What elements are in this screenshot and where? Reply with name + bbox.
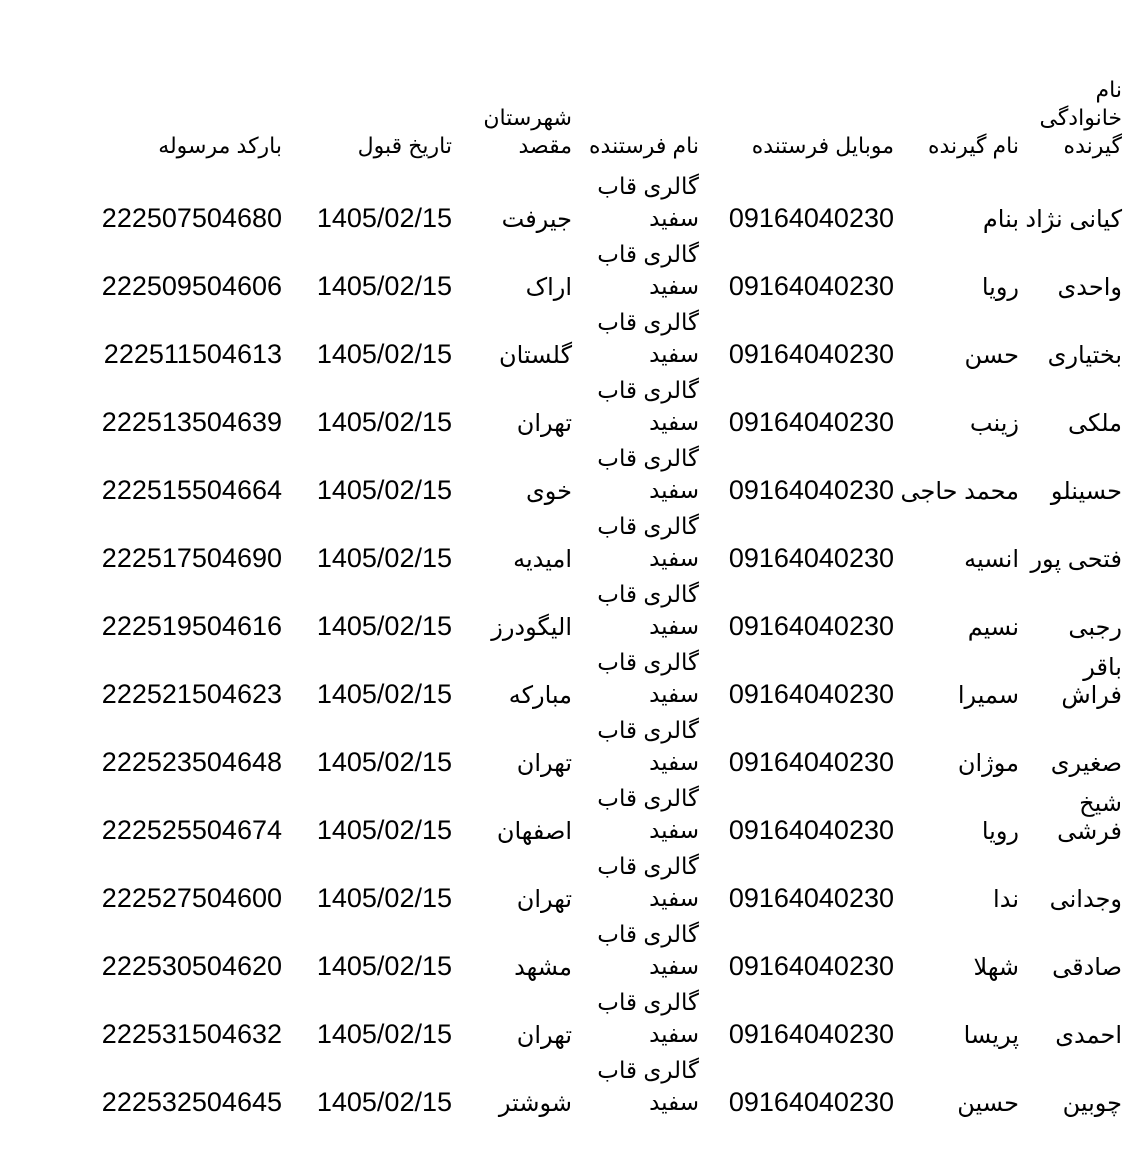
cell-barcode: 222509504606 — [101, 271, 282, 301]
cell-acceptance-date: 1405/02/15 — [316, 951, 452, 981]
cell-sender-mobile: 09164040230 — [728, 951, 894, 981]
cell-sender-mobile: 09164040230 — [728, 883, 894, 913]
header-sender-mobile: موبایل فرستنده — [751, 133, 894, 158]
cell-destination-city: خوی — [525, 478, 572, 505]
cell-sender-mobile: 09164040230 — [728, 679, 894, 709]
table-row — [50, 234, 1122, 302]
cell-recipient-name: محمد حاجی — [900, 478, 1019, 505]
table-row — [50, 574, 1122, 642]
cell-sender-mobile: 09164040230 — [728, 1087, 894, 1117]
table-row — [50, 166, 1122, 234]
cell-sender-name: گالری قاب سفید — [597, 1057, 699, 1115]
cell-sender-name: گالری قاب سفید — [597, 377, 699, 435]
cell-destination-city: تهران — [516, 886, 572, 913]
cell-recipient-name: موژان — [957, 750, 1019, 777]
cell-destination-city: شوشتر — [498, 1090, 572, 1117]
cell-recipient-family: ملکی — [1067, 410, 1122, 437]
cell-sender-mobile: 09164040230 — [728, 339, 894, 369]
cell-acceptance-date: 1405/02/15 — [316, 815, 452, 845]
cell-recipient-name: نسیم — [967, 614, 1019, 641]
cell-acceptance-date: 1405/02/15 — [316, 747, 452, 777]
table-row — [50, 642, 1122, 710]
cell-acceptance-date: 1405/02/15 — [316, 543, 452, 573]
cell-sender-mobile: 09164040230 — [728, 1019, 894, 1049]
cell-sender-name: گالری قاب سفید — [597, 581, 699, 639]
cell-barcode: 222530504620 — [101, 951, 282, 981]
cell-acceptance-date: 1405/02/15 — [316, 611, 452, 641]
cell-recipient-family: صادقی — [1052, 954, 1122, 981]
header-recipient-name: نام گیرنده — [927, 133, 1019, 158]
cell-recipient-family: واحدی — [1057, 274, 1122, 301]
cell-recipient-name: شهلا — [973, 954, 1019, 981]
cell-acceptance-date: 1405/02/15 — [316, 339, 452, 369]
cell-barcode: 222525504674 — [101, 815, 282, 845]
table-row — [50, 370, 1122, 438]
cell-destination-city: امیدیه — [513, 546, 572, 573]
cell-barcode: 222519504616 — [101, 611, 282, 641]
table-body — [50, 166, 1122, 1118]
cell-sender-name: گالری قاب سفید — [597, 921, 699, 979]
cell-destination-city: مشهد — [514, 954, 572, 981]
cell-sender-mobile: 09164040230 — [728, 543, 894, 573]
cell-barcode: 222532504645 — [101, 1087, 282, 1117]
header-recipient-family: نام خانوادگی گیرنده — [1039, 77, 1122, 158]
table-row — [50, 506, 1122, 574]
cell-sender-name: گالری قاب سفید — [597, 989, 699, 1047]
cell-barcode: 222521504623 — [101, 679, 282, 709]
cell-recipient-family: حسینلو — [1050, 478, 1122, 505]
cell-barcode: 222515504664 — [101, 475, 282, 505]
cell-recipient-name: زینب — [969, 410, 1019, 437]
table-header — [50, 66, 1122, 166]
cell-barcode: 222513504639 — [101, 407, 282, 437]
cell-acceptance-date: 1405/02/15 — [316, 1087, 452, 1117]
cell-recipient-name: رویا — [981, 818, 1019, 845]
cell-destination-city: تهران — [516, 410, 572, 437]
cell-sender-name: گالری قاب سفید — [597, 445, 699, 503]
header-barcode: بارکد مرسوله — [158, 133, 282, 158]
table-row — [50, 302, 1122, 370]
cell-sender-name: گالری قاب سفید — [597, 785, 699, 843]
cell-acceptance-date: 1405/02/15 — [316, 203, 452, 233]
table-row — [50, 1050, 1122, 1118]
header-destination-city: شهرستان مقصد — [483, 105, 572, 158]
cell-recipient-family: احمدی — [1055, 1022, 1122, 1049]
cell-recipient-family: بختیاری — [1047, 342, 1122, 369]
cell-destination-city: اصفهان — [496, 818, 572, 845]
cell-sender-mobile: 09164040230 — [728, 611, 894, 641]
cell-recipient-family: شیخ فرشی — [1057, 790, 1122, 845]
header-row — [50, 66, 1122, 166]
cell-recipient-name: حسن — [964, 342, 1019, 369]
cell-recipient-family: باقر فراش — [1061, 654, 1122, 709]
cell-recipient-family: صغیری — [1050, 750, 1122, 777]
cell-recipient-name: حسین — [957, 1090, 1019, 1117]
cell-sender-name: گالری قاب سفید — [597, 649, 699, 707]
cell-destination-city: جیرفت — [501, 206, 572, 233]
cell-barcode: 222531504632 — [101, 1019, 282, 1049]
cell-recipient-name: انسیه — [964, 546, 1019, 573]
cell-acceptance-date: 1405/02/15 — [316, 1019, 452, 1049]
table-row — [50, 982, 1122, 1050]
cell-recipient-name: پریسا — [963, 1022, 1019, 1049]
cell-acceptance-date: 1405/02/15 — [316, 271, 452, 301]
header-acceptance-date: تاریخ قبول — [357, 133, 452, 158]
cell-sender-name: گالری قاب سفید — [597, 853, 699, 911]
cell-acceptance-date: 1405/02/15 — [316, 475, 452, 505]
cell-destination-city: گلستان — [499, 342, 572, 369]
cell-acceptance-date: 1405/02/15 — [316, 679, 452, 709]
cell-barcode: 222527504600 — [101, 883, 282, 913]
table-row — [50, 846, 1122, 914]
cell-acceptance-date: 1405/02/15 — [316, 883, 452, 913]
table-row — [50, 710, 1122, 778]
cell-sender-name: گالری قاب سفید — [597, 241, 699, 299]
cell-sender-name: گالری قاب سفید — [597, 717, 699, 775]
header-sender-name: نام فرستنده — [589, 133, 699, 158]
cell-sender-name: گالری قاب سفید — [597, 513, 699, 571]
table-row — [50, 778, 1122, 846]
cell-recipient-family: چوبین — [1062, 1090, 1122, 1117]
cell-sender-mobile: 09164040230 — [728, 815, 894, 845]
cell-sender-mobile: 09164040230 — [728, 203, 894, 233]
cell-recipient-family: فتحی پور — [1030, 546, 1122, 573]
cell-recipient-name: سمیرا — [957, 682, 1019, 709]
cell-barcode: 222523504648 — [101, 747, 282, 777]
cell-sender-mobile: 09164040230 — [728, 475, 894, 505]
cell-destination-city: تهران — [516, 1022, 572, 1049]
cell-barcode: 222511504613 — [103, 339, 282, 369]
cell-destination-city: مبارکه — [508, 682, 572, 709]
shipments-table — [50, 66, 1122, 1118]
cell-destination-city: اراک — [525, 274, 572, 301]
cell-recipient-family: کیانی نژاد — [1025, 206, 1122, 233]
cell-destination-city: الیگودرز — [491, 614, 572, 641]
table-row — [50, 914, 1122, 982]
cell-sender-name: گالری قاب سفید — [597, 309, 699, 367]
cell-barcode: 222507504680 — [101, 203, 282, 233]
cell-recipient-family: وجدانی — [1049, 886, 1122, 913]
cell-destination-city: تهران — [516, 750, 572, 777]
cell-sender-name: گالری قاب سفید — [597, 173, 699, 231]
cell-recipient-family: رجبی — [1068, 614, 1122, 641]
cell-sender-mobile: 09164040230 — [728, 747, 894, 777]
cell-acceptance-date: 1405/02/15 — [316, 407, 452, 437]
cell-sender-mobile: 09164040230 — [728, 271, 894, 301]
cell-recipient-name: ندا — [993, 886, 1019, 913]
cell-sender-mobile: 09164040230 — [728, 407, 894, 437]
cell-recipient-name: رویا — [981, 274, 1019, 301]
cell-barcode: 222517504690 — [101, 543, 282, 573]
cell-recipient-name: بنام — [982, 206, 1019, 233]
table-row — [50, 438, 1122, 506]
